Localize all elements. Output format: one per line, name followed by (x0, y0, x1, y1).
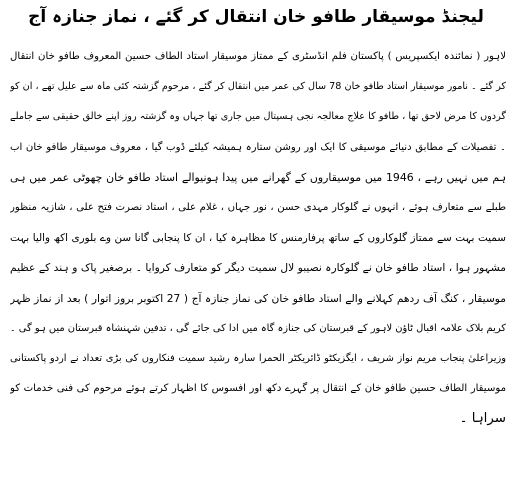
article-line: گردوں کا مرض لاحق تھا ، طافو کا علاج معالجہ نجی ہسپتال میں جاری تھا جہاں وہ گزشتہ روز اپنے خالق حقیقی سے جاملے (10, 111, 506, 123)
article-line: سراہا ۔ (459, 411, 506, 427)
article-line: موسیقار الطاف حسین طافو خان کے انتقال پر گہرے دکھ اور افسوس کا اظہار کرتے ہوئے مرحوم کی فنی خدمات کو (10, 383, 506, 395)
article-line: مشہور ہوا ، استاد طافو خان نے گلوکارہ نصیبو لال سمیت دیگر کو متعارف کروایا ۔ برصغیر پاک و ہند کے عظیم (10, 261, 506, 275)
article-line: موسیقار ، کنگ آف ردھم کہلانے والے استاد طافو خان کی نماز جنازہ آج ( 27 اکتوبر بروز اتوار ) بعد از نماز ظہر (10, 291, 506, 305)
article-line: طبلے سے متعارف ہوئے ، انہوں نے گلوکار مہدی حسن ، نور جہاں ، غلام علی ، استاد نصرت فتح علی ، شازیہ منظور (10, 201, 506, 213)
article-line: وزیراعلیٰ پنجاب مریم نواز شریف ، ایگزیکٹو ڈائریکٹر الحمرا سارہ رشید سمیت فنکاروں کی بڑی تعداد نے اردو پاکستانی (10, 352, 506, 364)
article-headline: لیجنڈ موسیقار طافو خان انتقال کر گئے ، نماز جنازہ آج (28, 7, 484, 27)
article-line: لاہور ( نمائندہ ایکسپریس ) پاکستان فلم انڈسٹری کے ممتاز موسیقار استاد الطاف حسین المعروف طافو خان انتقال (10, 51, 506, 62)
article-body (10, 42, 506, 434)
article-line: کریم بلاک علامہ اقبال ٹاؤن لاہور کے قبرستان کی جنازہ گاہ میں ادا کی جائے گی ، تدفین شہنشاہ قبرستان میں ہو گی ۔ (10, 322, 506, 334)
article-line: ہم میں نہیں رہے ، 1946 میں موسیقاروں کے گھرانے میں پیدا ہونیوالے استاد طافو خان چھوٹی عمر میں ہی (10, 170, 506, 184)
article-line: سمیت بہت سے ممتاز گلوکاروں کے ساتھ پرفارمنس کا مظاہرہ کیا ، ان کا پنجابی گانا سن وے بلوری اکھ والیا بہت (10, 232, 506, 245)
article-line: کر گئے ۔ نامور موسیقار استاد طافو خان 78 سال کی عمر میں انتقال کر گئے ، مرحوم گزشتہ کئی ماہ سے علیل تھے ، ان کو (10, 81, 506, 93)
article-line: ۔ تفصیلات کے مطابق دنیائے موسیقی کا ایک اور روشن ستارہ ہمیشہ کیلئے ڈوب گیا ، معروف موسیقار طافو خان اب (10, 141, 506, 153)
